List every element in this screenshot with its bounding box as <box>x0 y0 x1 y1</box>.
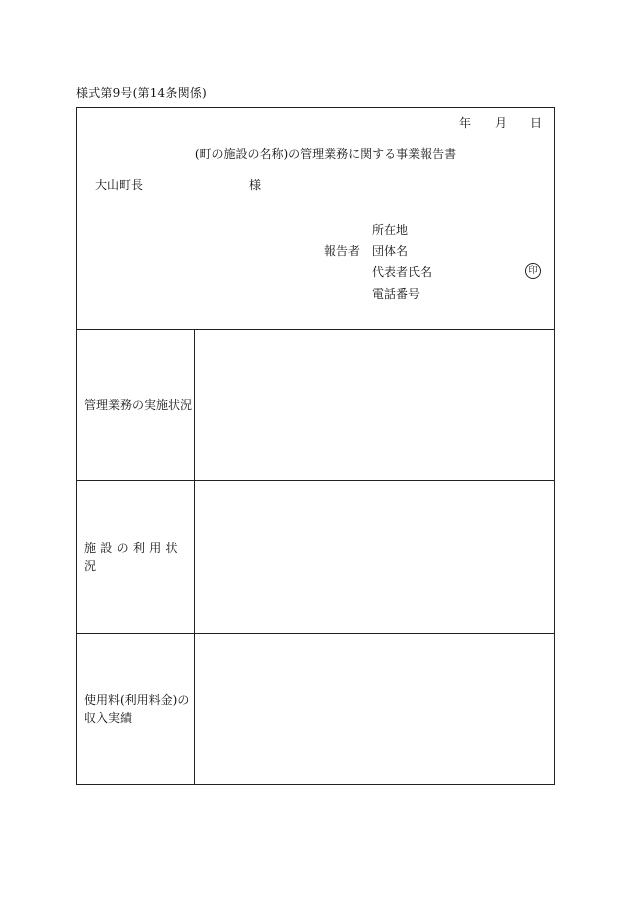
form-number-label: 様式第9号(第14条関係) <box>76 86 207 100</box>
management-status-row <box>77 329 554 481</box>
fee-income-row <box>77 634 554 784</box>
report-form-frame <box>76 107 555 785</box>
fee-income-field[interactable] <box>195 634 554 784</box>
date-month-label: 月 <box>495 116 508 130</box>
reporter-label: 報告者 <box>324 244 361 258</box>
fee-income-label-line1: 使用料(利用料金)の <box>84 693 190 707</box>
fee-income-label <box>77 634 195 784</box>
date-day-label: 日 <box>530 116 543 130</box>
facility-usage-row <box>77 481 554 634</box>
facility-usage-label-text: 施設の利用状況 <box>84 541 182 573</box>
seal-mark-icon: 印 <box>525 263 541 279</box>
fee-income-label-line2: 収入実績 <box>84 711 133 725</box>
addressee-honorific: 様 <box>249 178 262 192</box>
reporter-phone-label: 電話番号 <box>372 287 421 301</box>
date-year-label: 年 <box>459 116 472 130</box>
reporter-address-label: 所在地 <box>372 223 409 237</box>
reporter-organization-label: 団体名 <box>372 244 409 258</box>
management-status-label-text: 管理業務の実施状況 <box>84 397 193 412</box>
reporter-representative-label: 代表者氏名 <box>372 265 433 279</box>
form-header-section <box>77 108 554 330</box>
facility-usage-field[interactable] <box>195 481 554 633</box>
report-title: (町の施設の名称)の管理業務に関する事業報告書 <box>194 147 457 161</box>
addressee-name: 大山町長 <box>95 178 144 192</box>
management-status-label <box>77 329 195 480</box>
facility-usage-label <box>77 481 195 633</box>
management-status-field[interactable] <box>195 329 554 480</box>
